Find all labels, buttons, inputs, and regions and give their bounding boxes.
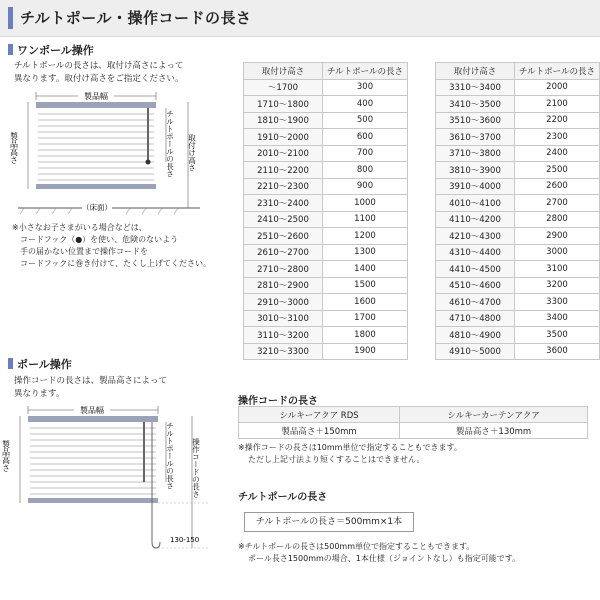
pole-length-cell: 2700: [515, 195, 600, 212]
mount-height-cell: 4110～4200: [436, 211, 515, 228]
pole-length-cell: 2400: [515, 145, 600, 162]
note-line: ポール長さ1500mmの場合、1本仕様（ジョイントなし）も指定可能です。: [248, 554, 521, 563]
mount-height-cell: 2510～2600: [244, 228, 323, 245]
pole-length-cell: 1600: [323, 294, 408, 311]
pole-length-label: チルトポールの長さ: [165, 422, 175, 490]
table-row: [436, 310, 600, 327]
table-row: [244, 294, 408, 311]
table-row: [244, 244, 408, 261]
pole-length-box: チルトポールの長さ＝500mm×1本: [244, 512, 414, 532]
table-row: [436, 261, 600, 278]
mount-height-cell: 2210～2300: [244, 178, 323, 195]
section-marker: [8, 358, 13, 369]
note-line: 手の届かない位置まで操作コードを: [20, 247, 148, 256]
head-rail: [36, 102, 156, 108]
pole-length-cell: 1900: [323, 343, 408, 360]
mount-height-cell: 3510～3600: [436, 112, 515, 129]
mount-height-cell: 3310～3400: [436, 79, 515, 96]
pole-length-cell: 2500: [515, 162, 600, 179]
description-line: 異なります。: [14, 389, 65, 399]
pole-length-cell: 3300: [515, 294, 600, 311]
table-row: [244, 211, 408, 228]
pole-length-notes: [238, 541, 520, 565]
gap-label: 130-150: [170, 536, 200, 544]
height-label: 製品高さ: [1, 440, 11, 472]
head-rail: [28, 416, 158, 422]
mount-height-cell: 2610～2700: [244, 244, 323, 261]
page-title: チルトポール・操作コードの長さ: [20, 9, 252, 27]
bottom-rail: [28, 498, 158, 503]
pole-length-cell: 1400: [323, 261, 408, 278]
section-heading-one-pole: [8, 42, 94, 58]
pole-length-cell: 2100: [515, 96, 600, 113]
note-line: コードフックに巻き付けて、たくし上げてください。: [20, 259, 212, 268]
pole-length-cell: 1700: [323, 310, 408, 327]
note-line: ただし上記寸法より短くすることはできません。: [248, 455, 425, 464]
pole-op-diagram: [1, 402, 220, 582]
section-marker: [8, 44, 13, 55]
pole-length-cell: 600: [323, 129, 408, 146]
description-line: 操作コードの長さは、製品高さによって: [14, 376, 168, 386]
pole-length-cell: 2000: [515, 79, 600, 96]
pole-length-cell: 1100: [323, 211, 408, 228]
pole-length-cell: 800: [323, 162, 408, 179]
mount-height-cell: 3210～3300: [244, 343, 323, 360]
mount-height-cell: 2710～2800: [244, 261, 323, 278]
table-row: [244, 228, 408, 245]
one-pole-diagram: [10, 88, 210, 218]
table-row: [436, 294, 600, 311]
table-row: [436, 129, 600, 146]
table-row: [436, 195, 600, 212]
table-row: [436, 79, 600, 96]
table-header: チルトポールの長さ: [323, 63, 408, 80]
mount-height-cell: 2910～3000: [244, 294, 323, 311]
mount-height-cell: 2810～2900: [244, 277, 323, 294]
mount-height-cell: 4810～4900: [436, 327, 515, 344]
table-row: [244, 327, 408, 344]
table-row: [244, 277, 408, 294]
cord-length-label: 操作コードの長さ: [191, 438, 201, 498]
bottom-rail: [36, 184, 156, 189]
cord-hook-icon: [146, 160, 151, 165]
table-row: [436, 178, 600, 195]
cord-length-table: [238, 406, 588, 439]
note-line: コードフック（●）を使い、危険のないよう: [20, 235, 179, 244]
pole-op-description: [14, 375, 167, 401]
pole-length-cell: 1000: [323, 195, 408, 212]
pole-length-cell: 2200: [515, 112, 600, 129]
pole-length-cell: 1200: [323, 228, 408, 245]
table-row: [436, 343, 600, 360]
pole-length-cell: 3600: [515, 343, 600, 360]
mount-height-cell: 2110～2200: [244, 162, 323, 179]
mount-height-cell: 3710～3800: [436, 145, 515, 162]
pole-length-cell: 500: [323, 112, 408, 129]
slats: [30, 428, 156, 494]
pole-length-cell: 1800: [323, 327, 408, 344]
cord-length-notes: [238, 442, 462, 466]
height-label: 製品高さ: [9, 132, 19, 164]
note-line: ※小さなお子さまがいる場合などは、: [12, 223, 147, 232]
table-header: チルトポールの長さ: [515, 63, 600, 80]
table-row: [244, 96, 408, 113]
mount-height-cell: 1910～2000: [244, 129, 323, 146]
table-row: [436, 145, 600, 162]
table-row: [436, 277, 600, 294]
table-row: [244, 145, 408, 162]
table-row: [244, 162, 408, 179]
table-row: [244, 343, 408, 360]
description-line: チルトポールの長さは、取付け高さによって: [14, 61, 184, 71]
pole-length-cell: 700: [323, 145, 408, 162]
mount-height-cell: 3810～3900: [436, 162, 515, 179]
table-header: シルキーアクア RDS: [239, 407, 400, 423]
mount-height-label: 取付け高さ: [187, 134, 197, 172]
section-heading-text: ワンポール操作: [17, 44, 94, 57]
table-row: [436, 112, 600, 129]
pole-length-table-left: [243, 62, 408, 360]
table-header: 取付け高さ: [244, 63, 323, 80]
mount-height-cell: 2310～2400: [244, 195, 323, 212]
pole-length-cell: 1300: [323, 244, 408, 261]
pole-length-cell: 900: [323, 178, 408, 195]
pole-length-cell: 2300: [515, 129, 600, 146]
mount-height-cell: 1810～1900: [244, 112, 323, 129]
mount-height-cell: 4910～5000: [436, 343, 515, 360]
mount-height-cell: 3110～3200: [244, 327, 323, 344]
mount-height-cell: 4310～4400: [436, 244, 515, 261]
page-header: [0, 0, 600, 37]
table-row: [436, 244, 600, 261]
one-pole-description: [14, 60, 183, 86]
one-pole-notes: [12, 222, 211, 270]
mount-height-cell: 3410～3500: [436, 96, 515, 113]
slats: [38, 114, 154, 180]
section-heading-pole-op: [8, 356, 72, 372]
mount-height-cell: 2410～2500: [244, 211, 323, 228]
pole-length-heading: チルトポールの長さ: [238, 492, 328, 503]
table-row: [244, 112, 408, 129]
pole-length-label: チルトポールの長さ: [165, 110, 175, 178]
table-row: [436, 96, 600, 113]
width-label: 製品幅: [84, 92, 108, 101]
description-line: 異なります。取付け高さをご指定ください。: [14, 74, 184, 84]
pole-length-cell: 3200: [515, 277, 600, 294]
note-line: ※操作コードの長さは10mm単位で指定することもできます。: [238, 443, 462, 452]
mount-height-cell: 1710～1800: [244, 96, 323, 113]
table-row: [244, 261, 408, 278]
mount-height-cell: 3910～4000: [436, 178, 515, 195]
mount-height-cell: 3010～3100: [244, 310, 323, 327]
table-row: [244, 129, 408, 146]
mount-height-cell: 2010～2100: [244, 145, 323, 162]
pole-length-cell: 1500: [323, 277, 408, 294]
table-row: [244, 310, 408, 327]
note-line: ※チルトポールの長さは500mm単位で指定することもできます。: [238, 542, 475, 551]
pole-length-cell: 2900: [515, 228, 600, 245]
pole-length-cell: 3500: [515, 327, 600, 344]
mount-height-cell: ～1700: [244, 79, 323, 96]
table-row: [244, 79, 408, 96]
mount-height-cell: 4210～4300: [436, 228, 515, 245]
table-header: 取付け高さ: [436, 63, 515, 80]
table-row: [436, 327, 600, 344]
pole-length-cell: 3000: [515, 244, 600, 261]
width-label: 製品幅: [80, 406, 104, 415]
table-row: [436, 211, 600, 228]
pole-length-cell: 300: [323, 79, 408, 96]
table-row: [436, 162, 600, 179]
pole-length-cell: 2600: [515, 178, 600, 195]
pole-length-cell: 400: [323, 96, 408, 113]
table-row: [244, 178, 408, 195]
mount-height-cell: 4610～4700: [436, 294, 515, 311]
cord-length-heading: 操作コードの長さ: [238, 396, 318, 407]
header-accent-bar: [8, 7, 13, 29]
table-header: シルキーカーテンアクア: [400, 407, 588, 423]
mount-height-cell: 4510～4600: [436, 277, 515, 294]
pole-length-cell: 3400: [515, 310, 600, 327]
table-cell: 製品高さ＋150mm: [239, 423, 400, 439]
pole-length-table-right: [435, 62, 600, 360]
pole-length-cell: 3100: [515, 261, 600, 278]
mount-height-cell: 4710～4800: [436, 310, 515, 327]
floor-label: （床面）: [82, 203, 112, 212]
table-row: [436, 228, 600, 245]
table-cell: 製品高さ＋130mm: [400, 423, 588, 439]
section-heading-text: ポール操作: [17, 358, 72, 371]
mount-height-cell: 3610～3700: [436, 129, 515, 146]
operation-cord: [152, 422, 160, 548]
table-row: [244, 195, 408, 212]
mount-height-cell: 4010～4100: [436, 195, 515, 212]
pole-length-cell: 2800: [515, 211, 600, 228]
mount-height-cell: 4410～4500: [436, 261, 515, 278]
